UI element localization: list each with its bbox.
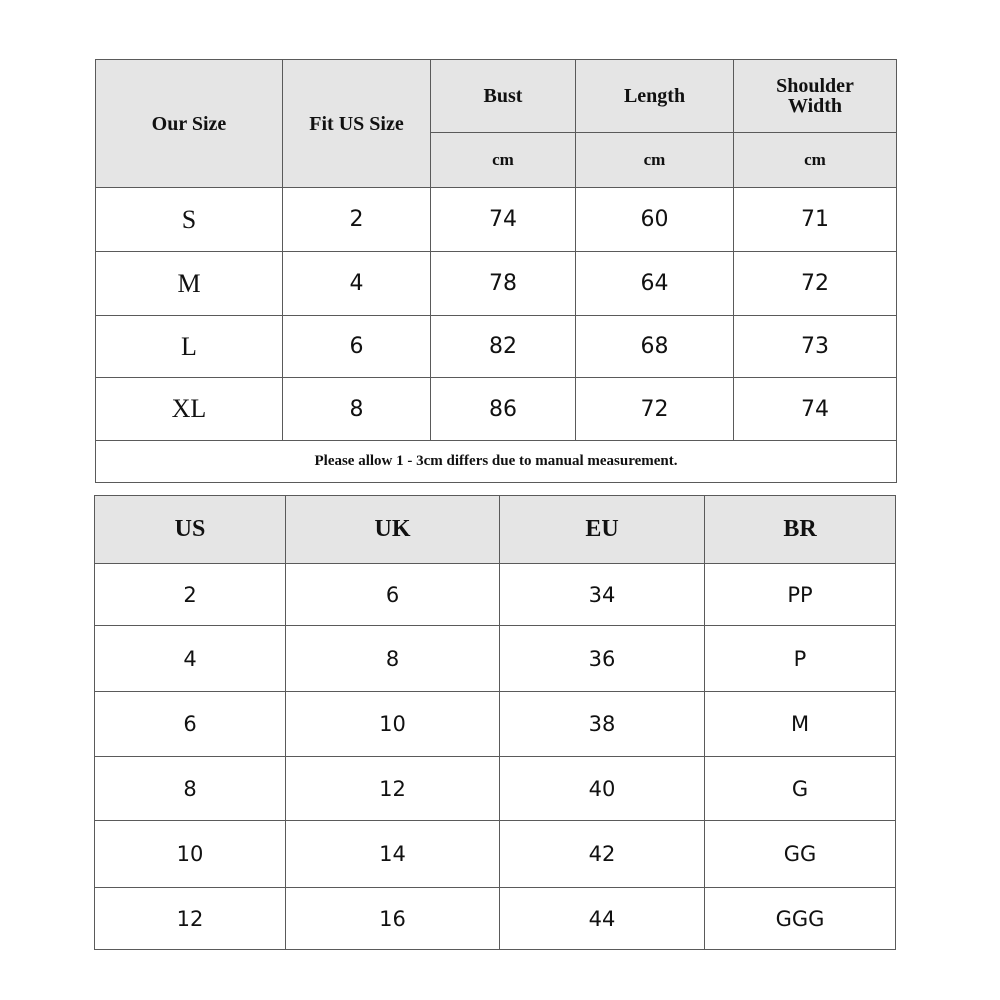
uk-cell: 6 <box>286 564 500 626</box>
bust-cell: 82 <box>431 316 576 378</box>
eu-cell: 42 <box>500 821 705 888</box>
us-cell: 6 <box>95 692 286 757</box>
header-br: BR <box>705 496 896 564</box>
table-row <box>95 821 896 888</box>
header-uk: UK <box>286 496 500 564</box>
uk-cell: 10 <box>286 692 500 757</box>
eu-cell: 34 <box>500 564 705 626</box>
us-cell: 4 <box>95 626 286 692</box>
eu-cell: 36 <box>500 626 705 692</box>
table-row <box>95 626 896 692</box>
size-chart-table <box>95 59 897 483</box>
us-cell: 8 <box>95 757 286 821</box>
shoulder-cell: 73 <box>734 316 897 378</box>
bust-cell: 86 <box>431 378 576 441</box>
eu-cell: 38 <box>500 692 705 757</box>
size-cell: S <box>96 188 283 252</box>
table-row <box>95 692 896 757</box>
us-size-cell: 6 <box>283 316 431 378</box>
bust-cell: 78 <box>431 252 576 316</box>
header-bust: Bust <box>431 60 576 133</box>
table-row <box>96 378 897 441</box>
length-cell: 60 <box>576 188 734 252</box>
header-eu: EU <box>500 496 705 564</box>
length-cell: 72 <box>576 378 734 441</box>
table-row <box>96 188 897 252</box>
br-cell: G <box>705 757 896 821</box>
br-cell: M <box>705 692 896 757</box>
us-cell: 12 <box>95 888 286 950</box>
table-row <box>95 564 896 626</box>
table-row <box>96 252 897 316</box>
bust-cell: 74 <box>431 188 576 252</box>
header-us: US <box>95 496 286 564</box>
br-cell: GGG <box>705 888 896 950</box>
br-cell: P <box>705 626 896 692</box>
measurement-note: Please allow 1 - 3cm differs due to manual measurement. <box>96 441 897 483</box>
eu-cell: 44 <box>500 888 705 950</box>
length-cell: 64 <box>576 252 734 316</box>
shoulder-cell: 74 <box>734 378 897 441</box>
br-cell: PP <box>705 564 896 626</box>
size-cell: M <box>96 252 283 316</box>
us-size-cell: 2 <box>283 188 431 252</box>
us-cell: 10 <box>95 821 286 888</box>
br-cell: GG <box>705 821 896 888</box>
table-row <box>95 757 896 821</box>
eu-cell: 40 <box>500 757 705 821</box>
header-our-size: Our Size <box>96 60 283 188</box>
header-length: Length <box>576 60 734 133</box>
table-row <box>95 888 896 950</box>
unit-bust: cm <box>431 133 576 188</box>
uk-cell: 8 <box>286 626 500 692</box>
table-row <box>96 316 897 378</box>
unit-shoulder-width: cm <box>734 133 897 188</box>
header-shoulder-width: Shoulder Width <box>734 60 897 133</box>
unit-length: cm <box>576 133 734 188</box>
uk-cell: 16 <box>286 888 500 950</box>
uk-cell: 14 <box>286 821 500 888</box>
us-size-cell: 4 <box>283 252 431 316</box>
size-cell: XL <box>96 378 283 441</box>
uk-cell: 12 <box>286 757 500 821</box>
us-size-cell: 8 <box>283 378 431 441</box>
us-cell: 2 <box>95 564 286 626</box>
size-conversion-table <box>94 495 896 950</box>
header-fit-us-size: Fit US Size <box>283 60 431 188</box>
shoulder-cell: 71 <box>734 188 897 252</box>
length-cell: 68 <box>576 316 734 378</box>
size-cell: L <box>96 316 283 378</box>
shoulder-cell: 72 <box>734 252 897 316</box>
